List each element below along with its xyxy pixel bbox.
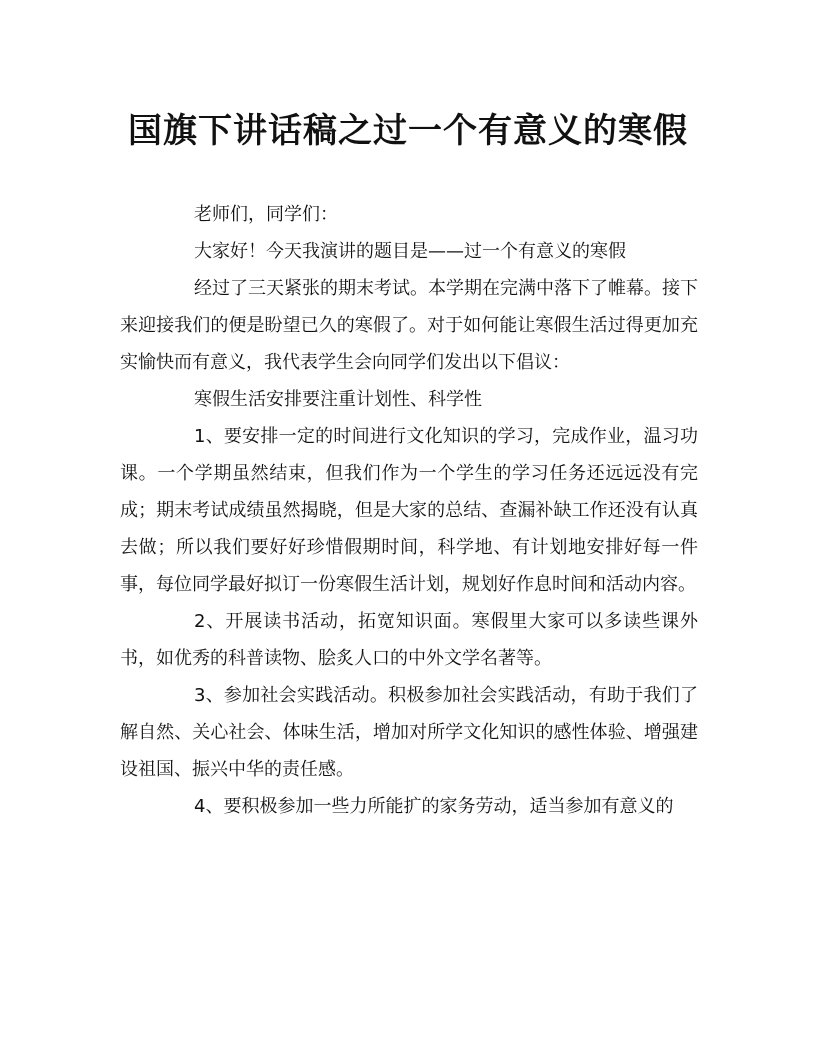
suggestion-1: 1、要安排一定的时间进行文化知识的学习，完成作业，温习功课。一个学期虽然结束，但我们作为一个学生的学习任务还远远没有完成；期末考试成绩虽然揭晓，但是大家的总结、查漏补缺工作还没有认真去做；所以我们要好好珍惜假期时间，科学地、有计划地安排好每一件事，每位同学最好拟订一份寒假生活计划，规划好作息时间和活动内容。 xyxy=(120,426,698,595)
section-heading: 寒假生活安排要注重计划性、科学性 xyxy=(194,389,482,410)
document-title: 国旗下讲话稿之过一个有意义的寒假 xyxy=(128,111,688,151)
document-body xyxy=(120,196,698,825)
suggestion-4: 4、要积极参加一些力所能扩的家务劳动，适当参加有意义的 xyxy=(194,796,674,817)
salutation: 老师们，同学们： xyxy=(194,204,338,225)
greeting-line: 大家好！今天我演讲的题目是——过一个有意义的寒假 xyxy=(194,241,626,262)
suggestion-3: 3、参加社会实践活动。积极参加社会实践活动，有助于我们了解自然、关心社会、体味生活，增加对所学文化知识的感性体验、增强建设祖国、振兴中华的责任感。 xyxy=(120,685,698,780)
intro-paragraph: 经过了三天紧张的期末考试。本学期在完满中落下了帷幕。接下来迎接我们的便是盼望已久的寒假了。对于如何能让寒假生活过得更加充实愉快而有意义，我代表学生会向同学们发出以下倡议： xyxy=(120,278,698,373)
suggestion-2: 2、开展读书活动，拓宽知识面。寒假里大家可以多读些课外书，如优秀的科普读物、脍炙人口的中外文学名著等。 xyxy=(120,611,698,669)
